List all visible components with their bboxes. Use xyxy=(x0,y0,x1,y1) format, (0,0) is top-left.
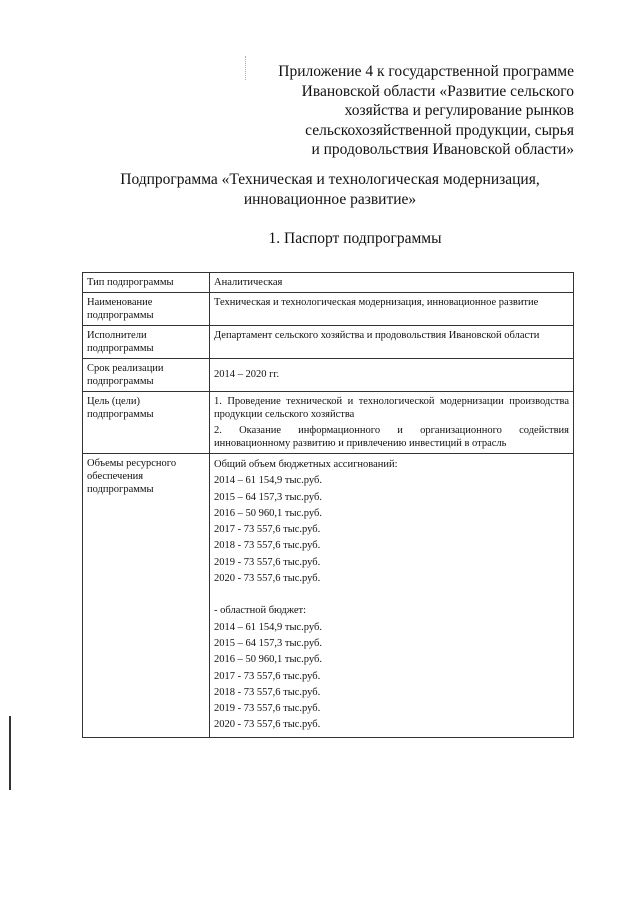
funding-line: 2017 - 73 557,6 тыс.руб. xyxy=(214,524,321,536)
funding-line: 2015 – 64 157,3 тыс.руб. xyxy=(214,491,322,503)
table-row xyxy=(83,273,574,293)
funding-line: 2014 – 61 154,9 тыс.руб. xyxy=(214,621,322,633)
row-label: Объемы ресурсного обеспечения подпрограммы xyxy=(83,454,210,738)
row-label: Срок реализации подпрограммы xyxy=(83,359,210,392)
scan-artifact xyxy=(245,56,247,80)
funding-line: 2019 - 73 557,6 тыс.руб. xyxy=(214,556,321,568)
row-value: Аналитическая xyxy=(210,273,574,293)
row-value xyxy=(210,392,574,454)
appendix-header xyxy=(278,62,574,160)
funding-line: 2018 - 73 557,6 тыс.руб. xyxy=(214,686,321,698)
row-label: Наименование подпрограммы xyxy=(83,293,210,326)
section-heading: 1. Паспорт подпрограммы xyxy=(268,230,442,247)
funding-line: 2020 - 73 557,6 тыс.руб. xyxy=(214,719,321,731)
funding-line: 2016 – 50 960,1 тыс.руб. xyxy=(214,654,322,666)
funding-regional-title: - областной бюджет: xyxy=(214,605,306,617)
funding-line: 2019 - 73 557,6 тыс.руб. xyxy=(214,703,321,715)
row-value: Техническая и технологическая модернизация, инновационное развитие xyxy=(210,293,574,326)
table-row xyxy=(83,454,574,738)
goal-item: 1. Проведение технической и технологической модернизации производства продукции сельского хозяйства xyxy=(214,396,569,420)
table-row xyxy=(83,326,574,359)
funding-line: 2020 - 73 557,6 тыс.руб. xyxy=(214,573,321,585)
row-value: 2014 – 2020 гг. xyxy=(210,359,574,392)
table-row xyxy=(83,293,574,326)
funding-line: 2018 - 73 557,6 тыс.руб. xyxy=(214,540,321,552)
funding-line: 2014 – 61 154,9 тыс.руб. xyxy=(214,475,322,487)
row-value: Департамент сельского хозяйства и продовольствия Ивановской области xyxy=(210,326,574,359)
subtitle-line: инновационное развитие» xyxy=(243,190,417,208)
appendix-line: сельскохозяйственной продукции, сырья xyxy=(305,121,574,139)
table-row xyxy=(83,392,574,454)
row-label: Исполнители подпрограммы xyxy=(83,326,210,359)
scan-margin-mark xyxy=(9,716,11,790)
funding-total-title: Общий объем бюджетных ассигнований: xyxy=(214,459,398,470)
subtitle-line: Подпрограмма «Техническая и технологическая модернизация, xyxy=(120,171,540,188)
appendix-line: и продовольствия Ивановской области» xyxy=(311,141,574,158)
row-label: Цель (цели) подпрограммы xyxy=(83,392,210,454)
passport-table xyxy=(82,272,574,738)
appendix-line: Приложение 4 к государственной программе xyxy=(278,63,574,80)
goal-item: 2. Оказание информационного и организационного содействия инновационному развитию и привлечению инвестиций в отрасль xyxy=(214,425,569,449)
funding-line: 2017 - 73 557,6 тыс.руб. xyxy=(214,670,321,682)
table-row xyxy=(83,359,574,392)
subprogram-title xyxy=(80,170,580,209)
appendix-line: Ивановской области «Развитие сельского xyxy=(301,82,574,100)
funding-list xyxy=(210,454,574,738)
funding-line: 2015 – 64 157,3 тыс.руб. xyxy=(214,637,322,649)
row-label: Тип подпрограммы xyxy=(83,273,210,293)
appendix-line: хозяйства и регулирование рынков xyxy=(344,102,574,119)
funding-line: 2016 – 50 960,1 тыс.руб. xyxy=(214,507,322,519)
